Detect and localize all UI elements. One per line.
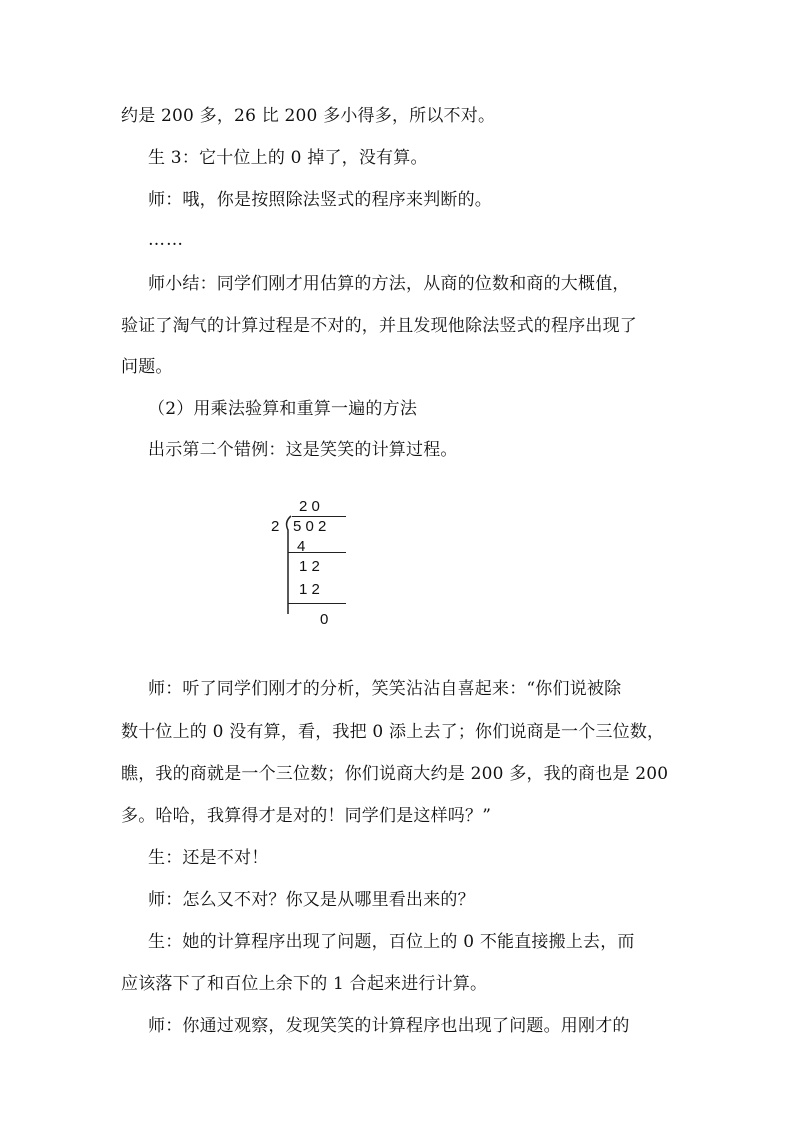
paragraph-line: 出示第二个错例：这是笑笑的计算过程。 — [148, 440, 458, 460]
step-rule — [288, 603, 346, 604]
paragraph-line: 多。哈哈，我算得才是对的！同学们是这样吗？” — [121, 806, 492, 826]
ellipsis-line: …… — [148, 230, 184, 250]
paragraph-line: 数十位上的 0 没有算，看，我把 0 添上去了；你们说商是一个三位数， — [121, 722, 665, 742]
step-rule — [288, 552, 346, 553]
paragraph-line: 验证了淘气的计算过程是不对的，并且发现他除法竖式的程序出现了 — [121, 316, 637, 336]
paragraph-line: 师：听了同学们刚才的分析，笑笑沾沾自喜起来：“你们说被除 — [148, 679, 622, 699]
division-remainder: 0 — [320, 611, 329, 628]
division-step: 1 2 — [299, 558, 320, 575]
division-divisor: 2 — [271, 518, 280, 535]
paragraph-line: 瞧，我的商就是一个三位数；你们说商大约是 200 多，我的商也是 200 — [121, 764, 669, 784]
division-step: 4 — [297, 538, 306, 555]
paragraph-line: 问题。 — [121, 357, 173, 377]
paragraph-line: 生：她的计算程序出现了问题，百位上的 0 不能直接搬上去，而 — [148, 932, 635, 952]
paragraph-line: 师：哦，你是按照除法竖式的程序来判断的。 — [148, 190, 492, 210]
paragraph-line: 约是 200 多，26 比 200 多小得多，所以不对。 — [121, 106, 496, 126]
division-dividend: 5 0 2 — [293, 518, 327, 535]
long-division — [268, 494, 368, 634]
paragraph-line: 应该落下了和百位上余下的 1 合起来进行计算。 — [121, 974, 488, 994]
paragraph-line: 师：怎么又不对？你又是从哪里看出来的？ — [148, 890, 475, 910]
paragraph-line: 师小结：同学们刚才用估算的方法，从商的位数和商的大概值， — [148, 274, 630, 294]
division-quotient: 2 0 — [299, 498, 320, 515]
division-step: 1 2 — [299, 581, 320, 598]
paragraph-line: 生：还是不对！ — [148, 848, 269, 868]
section-heading: （2）用乘法验算和重算一遍的方法 — [148, 399, 418, 419]
paragraph-line: 师：你通过观察，发现笑笑的计算程序也出现了问题。用刚才的 — [148, 1016, 630, 1036]
division-bracket — [280, 514, 292, 614]
quotient-rule — [292, 516, 346, 517]
paragraph-line: 生 3：它十位上的 0 掉了，没有算。 — [148, 148, 428, 168]
